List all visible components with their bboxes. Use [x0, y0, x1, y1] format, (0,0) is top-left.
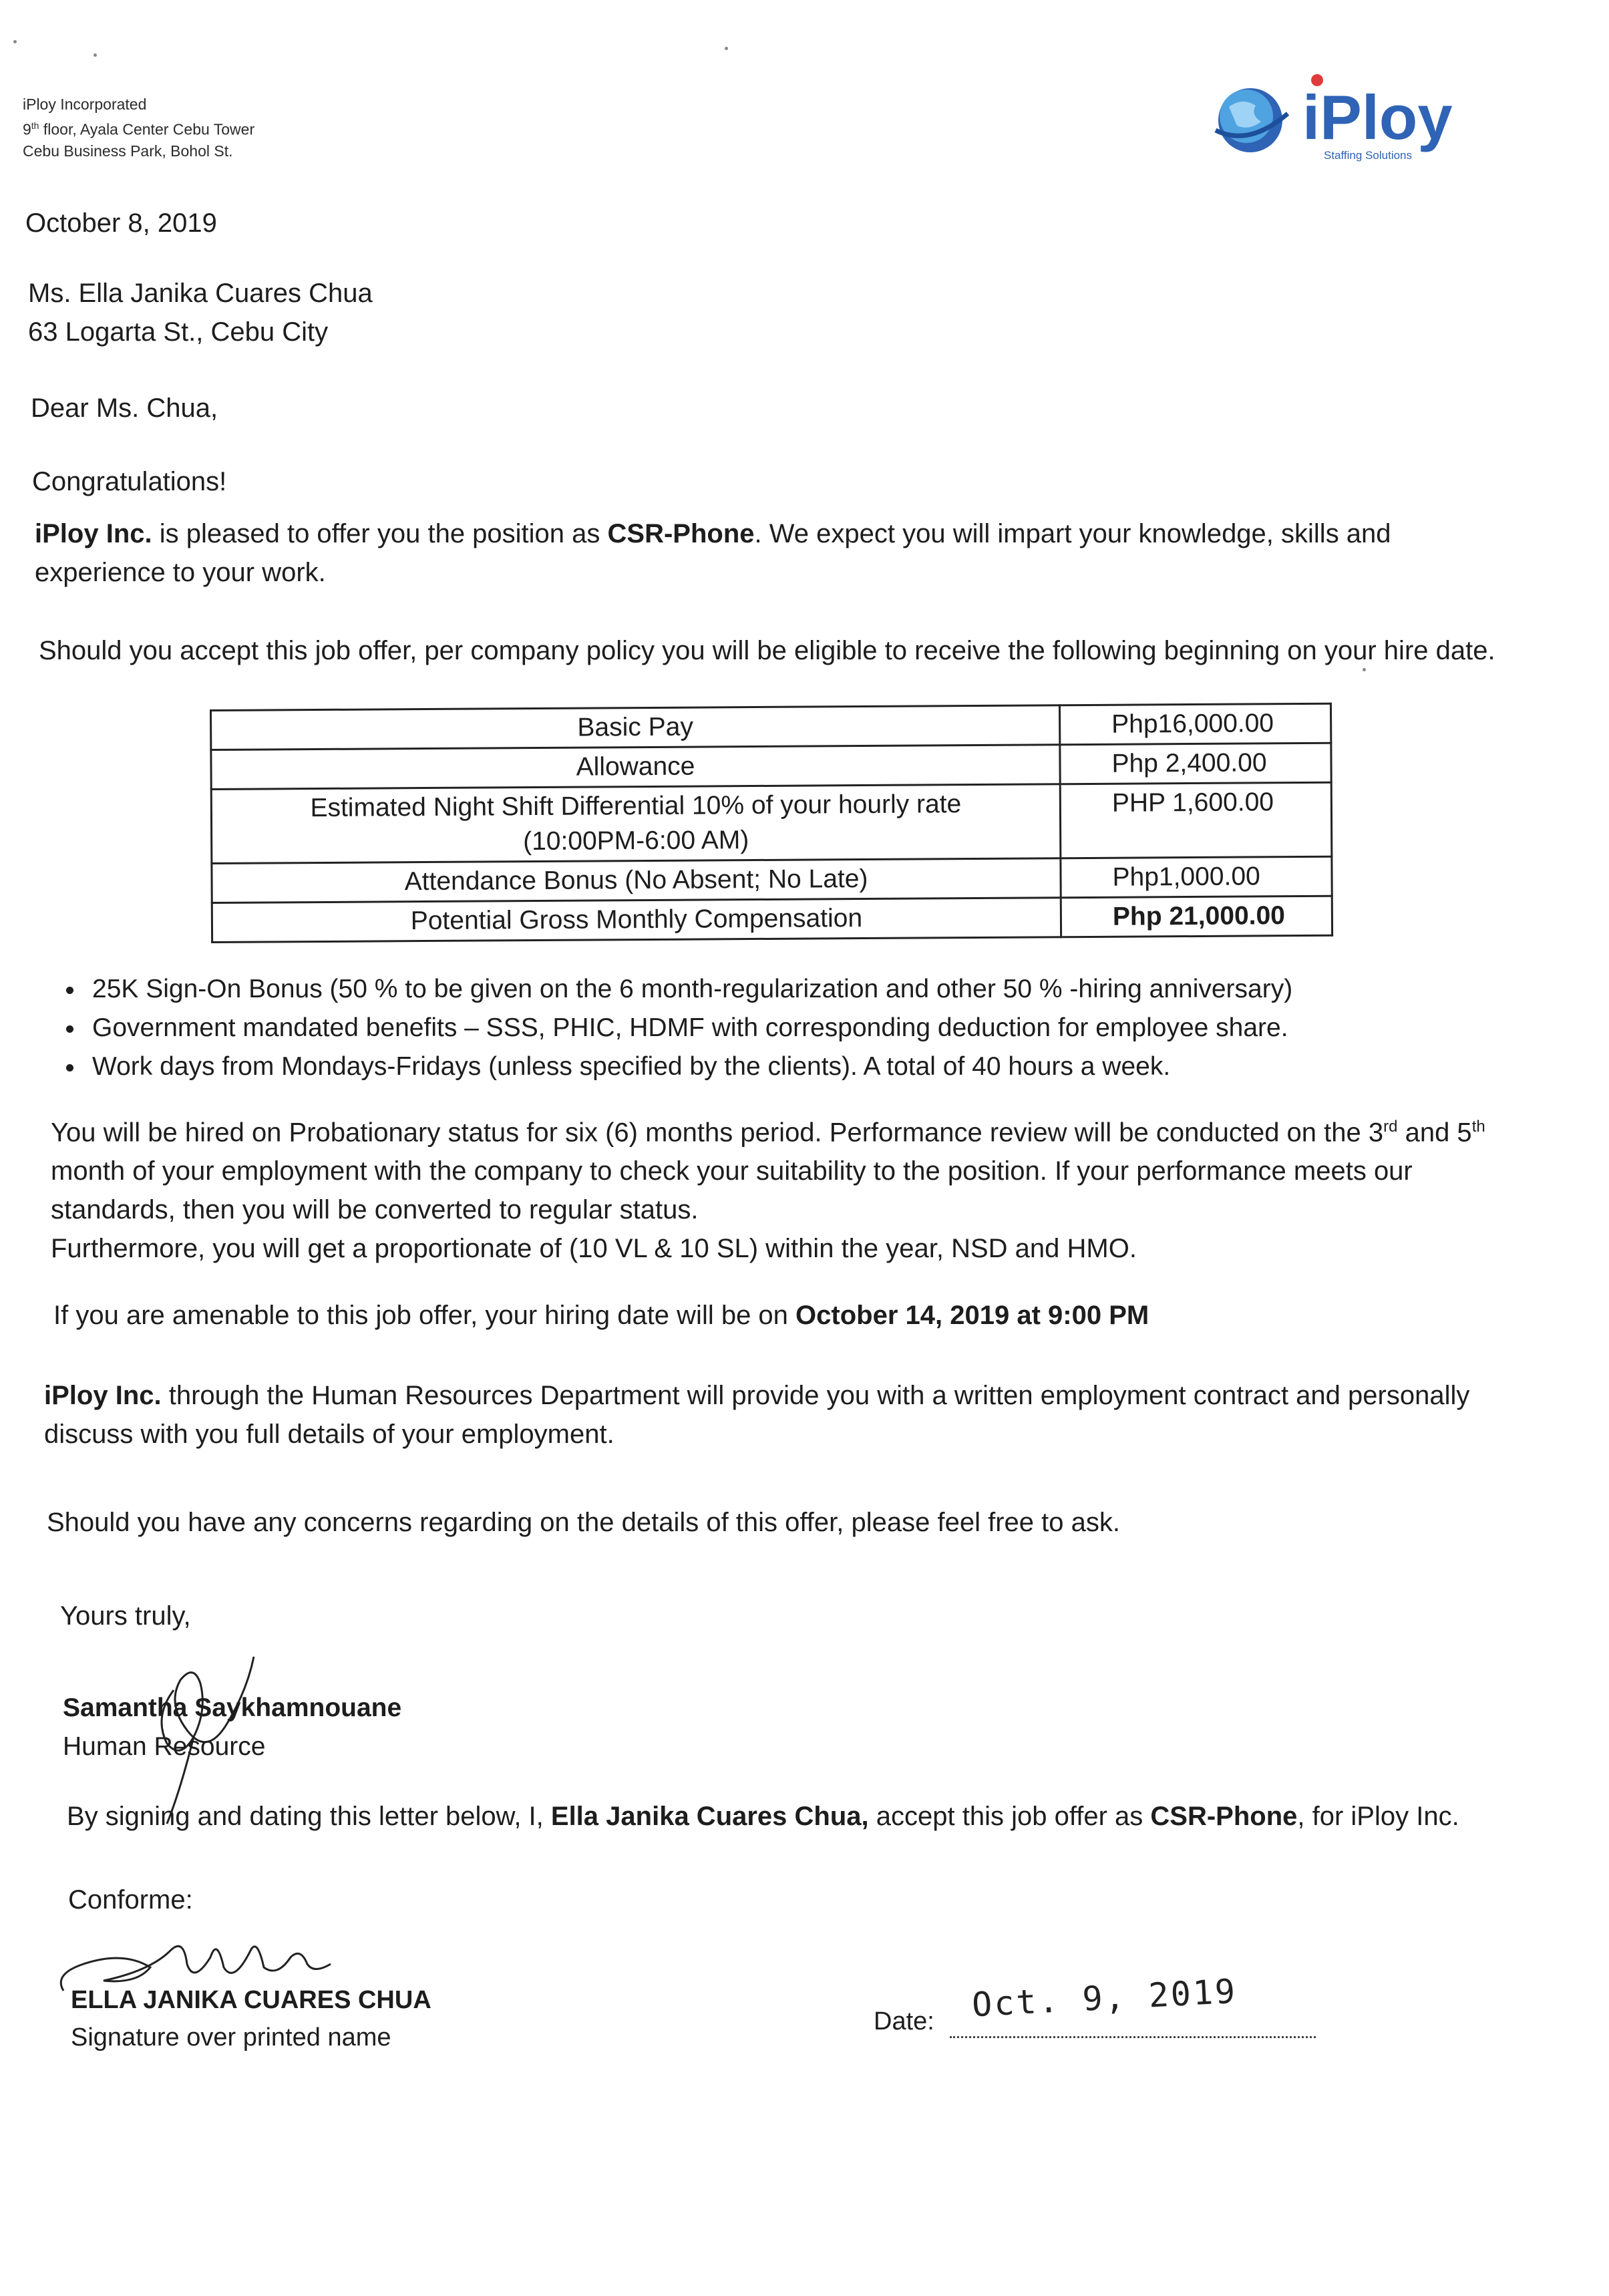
list-item: • Work days from Mondays-Fridays (unless specified by the clients). A total of 40 hours a week.	[85, 1047, 1522, 1086]
table-row	[212, 856, 1332, 903]
comp-label	[211, 784, 1061, 864]
probation-text-a: You will be hired on Probationary status for six (6) months period. Performance review will be conducted on the 3	[51, 1118, 1384, 1148]
iploy-logo	[1209, 67, 1489, 167]
sender-street: Cebu Business Park, Bohol St.	[23, 142, 233, 160]
printed-caption: Signature over printed name	[71, 2023, 391, 2052]
logo-wordmark: iPloy	[1302, 82, 1453, 152]
comp-label: Attendance Bonus (No Absent; No Late)	[212, 858, 1061, 903]
list-item: • Government mandated benefits – SSS, PHIC, HDMF with corresponding deduction for employee share.	[85, 1009, 1522, 1047]
scan-speck	[13, 40, 17, 43]
comp-label: Basic Pay	[211, 705, 1060, 750]
scan-speck	[94, 53, 97, 57]
compensation-table	[210, 703, 1333, 943]
printed-name: ELLA JANIKA CUARES CHUA	[71, 1986, 431, 2014]
offer-text-b: . We expect you will impart your knowledge, skills and experience to your work.	[35, 519, 1391, 587]
comp-value: PHP 1,600.00	[1060, 782, 1332, 858]
sender-floor-text: floor, Ayala Center Cebu Tower	[39, 120, 255, 138]
sender-floor	[23, 115, 254, 140]
date-label: Date:	[874, 2007, 934, 2035]
acceptor-name: Ella Janika Cuares Chua,	[550, 1802, 869, 1831]
signer-name: Samantha Saykhamnouane	[63, 1693, 402, 1722]
table-row	[211, 703, 1331, 750]
table-row	[211, 743, 1331, 789]
offer-paragraph	[35, 514, 1497, 592]
sender-address	[23, 94, 254, 162]
ordinal-suffix: rd	[1383, 1118, 1398, 1136]
printed-name-block	[71, 1981, 431, 2056]
comp-total-value: Php 21,000.00	[1061, 896, 1332, 937]
contract-text: through the Human Resources Department will provide you with a written employment contract and personally discuss with you full details of your employment.	[44, 1381, 1470, 1449]
acceptance-text-c: , for iPloy Inc.	[1297, 1802, 1459, 1831]
benefits-list	[39, 970, 1522, 1086]
acceptance-paragraph	[67, 1797, 1536, 1836]
signer-title: Human Resource	[63, 1732, 266, 1761]
position-name: CSR-Phone	[607, 519, 755, 548]
logo-tagline: Staffing Solutions	[1324, 149, 1412, 162]
recipient-address: 63 Logarta St., Cebu City	[28, 317, 329, 347]
comp-value: Php1,000.00	[1061, 856, 1332, 897]
hiring-date-value: October 14, 2019 at 9:00 PM	[795, 1301, 1149, 1330]
company-name: iPloy Inc.	[44, 1381, 162, 1410]
letter-date: October 8, 2019	[25, 208, 217, 238]
comp-label-line1: Estimated Night Shift Differential 10% of your hourly rate	[310, 790, 962, 823]
scan-speck	[725, 47, 728, 50]
congratulations: Congratulations!	[32, 467, 227, 496]
comp-label-line2: (10:00PM-6:00 AM)	[523, 826, 749, 856]
position-name: CSR-Phone	[1150, 1802, 1298, 1831]
offer-text-a: is pleased to offer you the position as	[152, 519, 608, 548]
table-row	[212, 896, 1332, 942]
probation-text-c: month of your employment with the company to check your suitability to the position. If your performance meets our standards, then you will be converted to regular status.	[51, 1156, 1413, 1225]
comp-label: Potential Gross Monthly Compensation	[212, 898, 1061, 943]
contract-paragraph	[44, 1376, 1513, 1454]
globe-icon	[1216, 88, 1288, 152]
sender-company: iPloy Incorporated	[23, 96, 147, 113]
recipient-name: Ms. Ella Janika Cuares Chua	[28, 279, 373, 308]
hiring-date-paragraph	[53, 1296, 1149, 1335]
sender-floor-number: 9	[23, 120, 31, 138]
date-handwritten: Oct. 9, 2019	[970, 1971, 1238, 2025]
table-row	[211, 782, 1332, 863]
recipient-block	[28, 274, 373, 351]
company-name: iPloy Inc.	[35, 519, 152, 548]
concerns-paragraph: Should you have any concerns regarding on the details of this offer, please feel free to ask.	[47, 1508, 1120, 1537]
probation-text-b: and 5	[1397, 1118, 1472, 1148]
salutation: Dear Ms. Chua,	[31, 393, 218, 423]
comp-value: Php16,000.00	[1059, 703, 1330, 744]
comp-value: Php 2,400.00	[1060, 743, 1331, 784]
acceptance-text-a: By signing and dating this letter below, I,	[67, 1802, 551, 1831]
signer-block	[63, 1689, 401, 1766]
closing: Yours truly,	[60, 1601, 191, 1631]
probation-paragraph	[51, 1108, 1500, 1268]
date-line	[950, 2036, 1316, 2038]
ordinal-suffix: th	[1471, 1118, 1485, 1136]
hiring-date-text: If you are amenable to this job offer, your hiring date will be on	[53, 1301, 796, 1330]
eligibility-paragraph: Should you accept this job offer, per company policy you will be eligible to receive the following beginning on your hire date.	[39, 636, 1495, 665]
scan-speck	[1363, 668, 1366, 671]
acceptance-text-b: accept this job offer as	[868, 1802, 1151, 1831]
comp-label: Allowance	[211, 745, 1060, 790]
probation-text-d: Furthermore, you will get a proportionate of (10 VL & 10 SL) within the year, NSD and HMO.	[51, 1234, 1137, 1264]
list-item: • 25K Sign-On Bonus (50 % to be given on the 6 month-regularization and other 50 % -hiring anniversary)	[85, 970, 1522, 1009]
sender-floor-suffix: th	[31, 120, 39, 131]
conforme-label: Conforme:	[68, 1885, 193, 1915]
